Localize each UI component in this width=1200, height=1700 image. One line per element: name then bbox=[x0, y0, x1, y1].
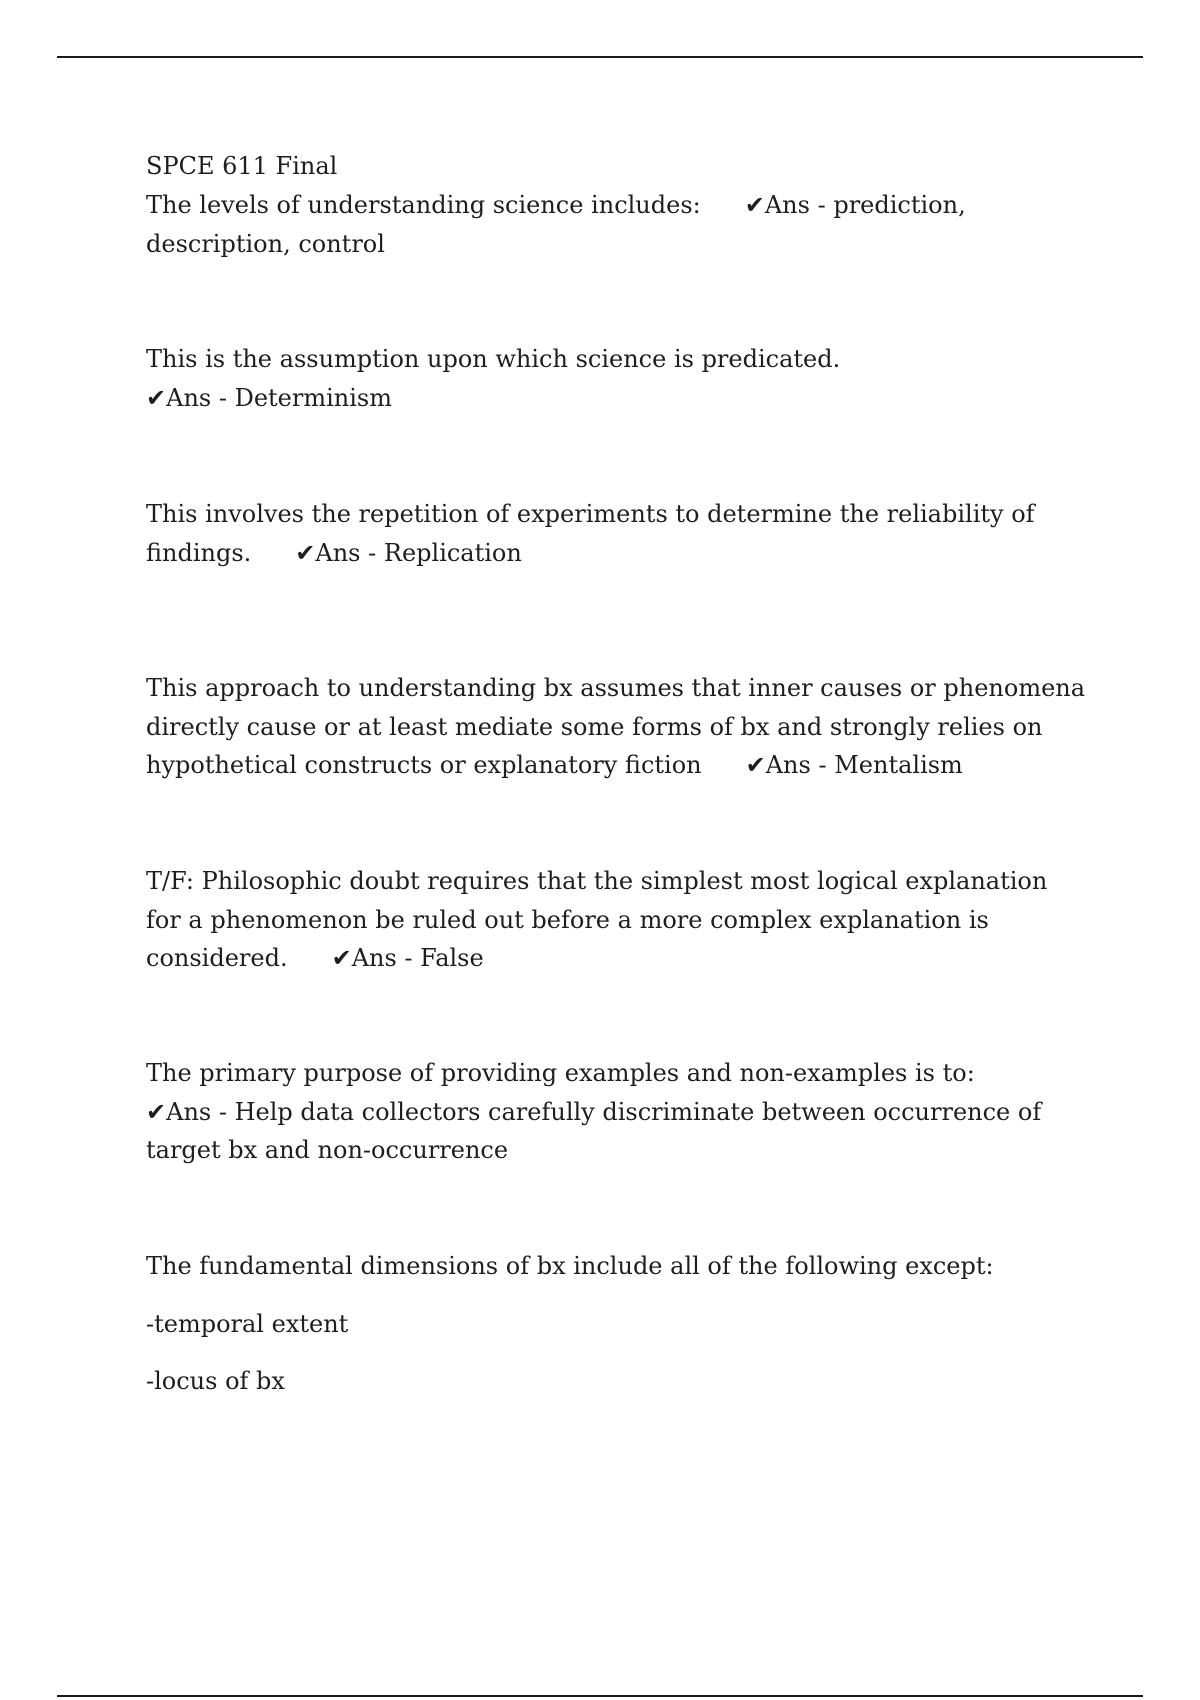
answer-text: Determinism bbox=[234, 383, 392, 412]
answer-text: Help data collectors carefully discriminate between occurrence of target bx and non-occurrence bbox=[146, 1097, 1042, 1164]
answer-text: prediction, description, control bbox=[146, 191, 966, 258]
question-text: The levels of understanding science includes: bbox=[146, 191, 701, 219]
qa-item-6 bbox=[146, 1054, 1086, 1170]
answer-marker: ✔Ans - bbox=[331, 944, 421, 972]
answer-marker: ✔Ans - bbox=[745, 751, 835, 779]
answer-marker: ✔Ans - bbox=[744, 191, 834, 219]
question-text: This involves the repetition of experiments to determine the reliability of findings. bbox=[146, 500, 1035, 567]
question-text: This approach to understanding bx assumes that inner causes or phenomena directly cause or at least mediate some forms of bx and strongly relies on hypothetical constructs or explanatory fiction bbox=[146, 674, 1086, 779]
answer-text: False bbox=[420, 944, 484, 972]
answer-marker: ✔Ans - bbox=[146, 383, 235, 412]
document-title: SPCE 611 Final bbox=[146, 152, 338, 180]
answer-text: Replication bbox=[383, 538, 522, 567]
option-1: -temporal extent bbox=[146, 1310, 349, 1338]
qa-item-5 bbox=[146, 862, 1086, 978]
question-text: The primary purpose of providing examples and non-examples is to: bbox=[146, 1059, 975, 1087]
option-2: -locus of bx bbox=[146, 1367, 285, 1395]
question-text: This is the assumption upon which science is predicated. bbox=[146, 345, 841, 373]
qa-item-1 bbox=[146, 186, 1086, 263]
qa-item-4 bbox=[146, 669, 1086, 785]
question-text-7: The fundamental dimensions of bx include all of the following except: bbox=[146, 1252, 994, 1280]
header-rule bbox=[57, 56, 1143, 58]
qa-item-3 bbox=[146, 495, 1086, 572]
answer-marker: ✔Ans - bbox=[295, 538, 384, 567]
footer-rule bbox=[57, 1695, 1143, 1697]
question-text: T/F: Philosophic doubt requires that the simplest most logical explanation for a phenomenon be ruled out before a more complex explanation is considered. bbox=[146, 867, 1048, 972]
answer-text: Mentalism bbox=[834, 751, 963, 779]
qa-item-2 bbox=[146, 340, 1086, 417]
answer-marker: ✔Ans - bbox=[146, 1097, 235, 1126]
